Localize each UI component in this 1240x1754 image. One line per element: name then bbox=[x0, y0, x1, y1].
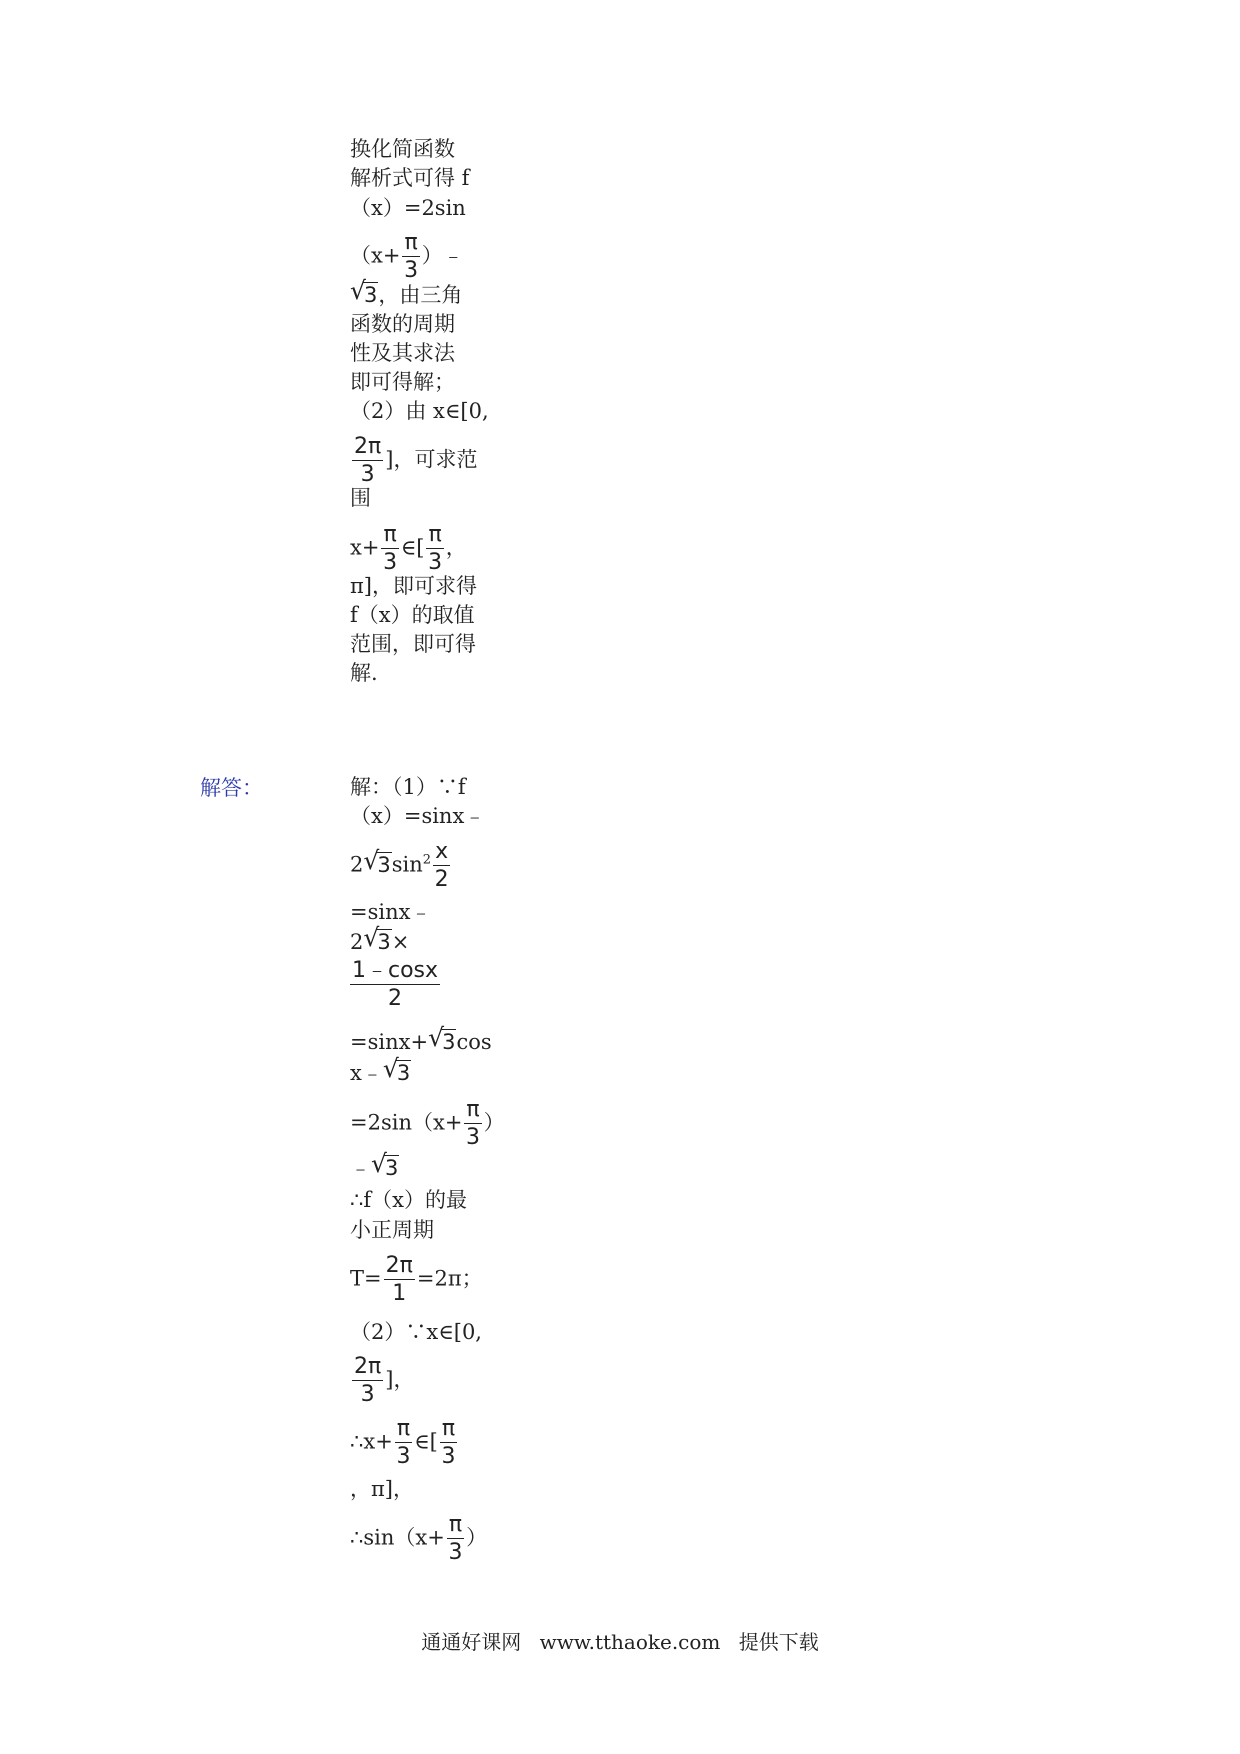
analysis-line: 范围，即可得 bbox=[350, 632, 476, 656]
fraction: $\frac{\pi}{3}$ bbox=[396, 1416, 411, 1469]
analysis-line: π]，即可求得 bbox=[350, 574, 477, 598]
analysis-line: 解. bbox=[350, 661, 378, 685]
sqrt-expression: √ 3 bbox=[428, 1023, 456, 1054]
fraction: $\frac{\pi}{3}$ bbox=[383, 522, 398, 575]
solution-line: x﹣ √ 3 bbox=[350, 1058, 411, 1088]
fraction: $\frac{\pi}{3}$ bbox=[466, 1097, 481, 1150]
sqrt-expression: √ 3 bbox=[363, 845, 391, 877]
fraction: $\frac{2\pi}{1}$ bbox=[385, 1253, 413, 1306]
solution-line bbox=[350, 960, 440, 1010]
solution-line: 2 √ 3× bbox=[350, 927, 409, 957]
footer-suffix: 提供下载 bbox=[738, 1630, 819, 1654]
sqrt-expression: √ 3 bbox=[363, 923, 391, 954]
analysis-line: 即可得解； bbox=[350, 370, 455, 394]
fraction: $\frac{x}{2}$ bbox=[434, 839, 449, 892]
analysis-line: （2）由 x∈[0, bbox=[350, 399, 489, 423]
answer-label: 解答： bbox=[200, 776, 263, 800]
analysis-line: $\frac{2\pi}{3}$ ]，可求范 bbox=[354, 434, 478, 487]
analysis-line: x+ $\frac{\pi}{3}$ ∈[ $\frac{\pi}{3}$ ， bbox=[350, 522, 467, 575]
solution-line: 2 √ $3\sin^2$ $\frac{x}{2}$ bbox=[350, 839, 449, 892]
solution-line: T= $\frac{2\pi}{1}$ =2π； bbox=[350, 1253, 483, 1306]
solution-line: $\frac{2\pi}{3}$ ]， bbox=[354, 1354, 415, 1407]
solution-line: 解：（1）∵f bbox=[350, 775, 466, 799]
analysis-line: 解析式可得 f bbox=[350, 166, 470, 190]
sqrt-expression: √ 3 bbox=[382, 1054, 411, 1085]
solution-line: ∴f（x）的最 bbox=[350, 1188, 467, 1212]
fraction: $\frac{\pi}{3}$ bbox=[441, 1416, 456, 1469]
solution-line: =sinx﹣ bbox=[350, 900, 432, 924]
solution-line: （x）=sinx﹣ bbox=[350, 804, 486, 828]
solution-line: ∴x+ $\frac{\pi}{3}$ ∈[ $\frac{\pi}{3}$ bbox=[350, 1416, 456, 1469]
solution-line: ，π]， bbox=[350, 1477, 414, 1501]
solution-line: ∴sin（x+ $\frac{\pi}{3}$ ） bbox=[350, 1512, 488, 1565]
analysis-line: 换化简函数 bbox=[350, 137, 455, 161]
sqrt-expression: √ 3 bbox=[371, 1149, 399, 1180]
solution-line: 小正周期 bbox=[350, 1218, 434, 1242]
analysis-line: √ 3，由三角 bbox=[350, 280, 462, 310]
footer-url: www.tthaoke.com bbox=[539, 1630, 721, 1654]
fraction: $\frac{1﹣\cos x}{2}$ bbox=[352, 958, 439, 1011]
sqrt-expression: √ 3 bbox=[350, 276, 378, 307]
analysis-line: （x+ $\frac{\pi}{3}$ ）﹣ bbox=[350, 230, 464, 283]
analysis-line: （x）=2sin bbox=[350, 196, 466, 220]
fraction: $\frac{2\pi}{3}$ bbox=[354, 1354, 382, 1407]
footer-site-name: 通通好课网 bbox=[421, 1630, 522, 1654]
fraction: $\frac{\pi}{3}$ bbox=[448, 1512, 463, 1565]
solution-line: （2）∵x∈[0, bbox=[350, 1320, 482, 1344]
analysis-line: f（x）的取值 bbox=[350, 603, 475, 627]
fraction: $\frac{\pi}{3}$ bbox=[428, 522, 443, 575]
solution-line: ﹣ √ 3 bbox=[350, 1153, 399, 1183]
solution-line: =2sin（x+ $\frac{\pi}{3}$ ） bbox=[350, 1097, 505, 1150]
page-footer bbox=[0, 1626, 1240, 1655]
fraction: $\frac{2\pi}{3}$ bbox=[354, 434, 382, 487]
solution-line: =sinx+ √ 3cos bbox=[350, 1027, 492, 1057]
fraction: $\frac{\pi}{3}$ bbox=[404, 230, 419, 283]
analysis-line: 性及其求法 bbox=[350, 341, 455, 365]
analysis-line: 函数的周期 bbox=[350, 312, 455, 336]
analysis-line: 围 bbox=[350, 486, 371, 510]
